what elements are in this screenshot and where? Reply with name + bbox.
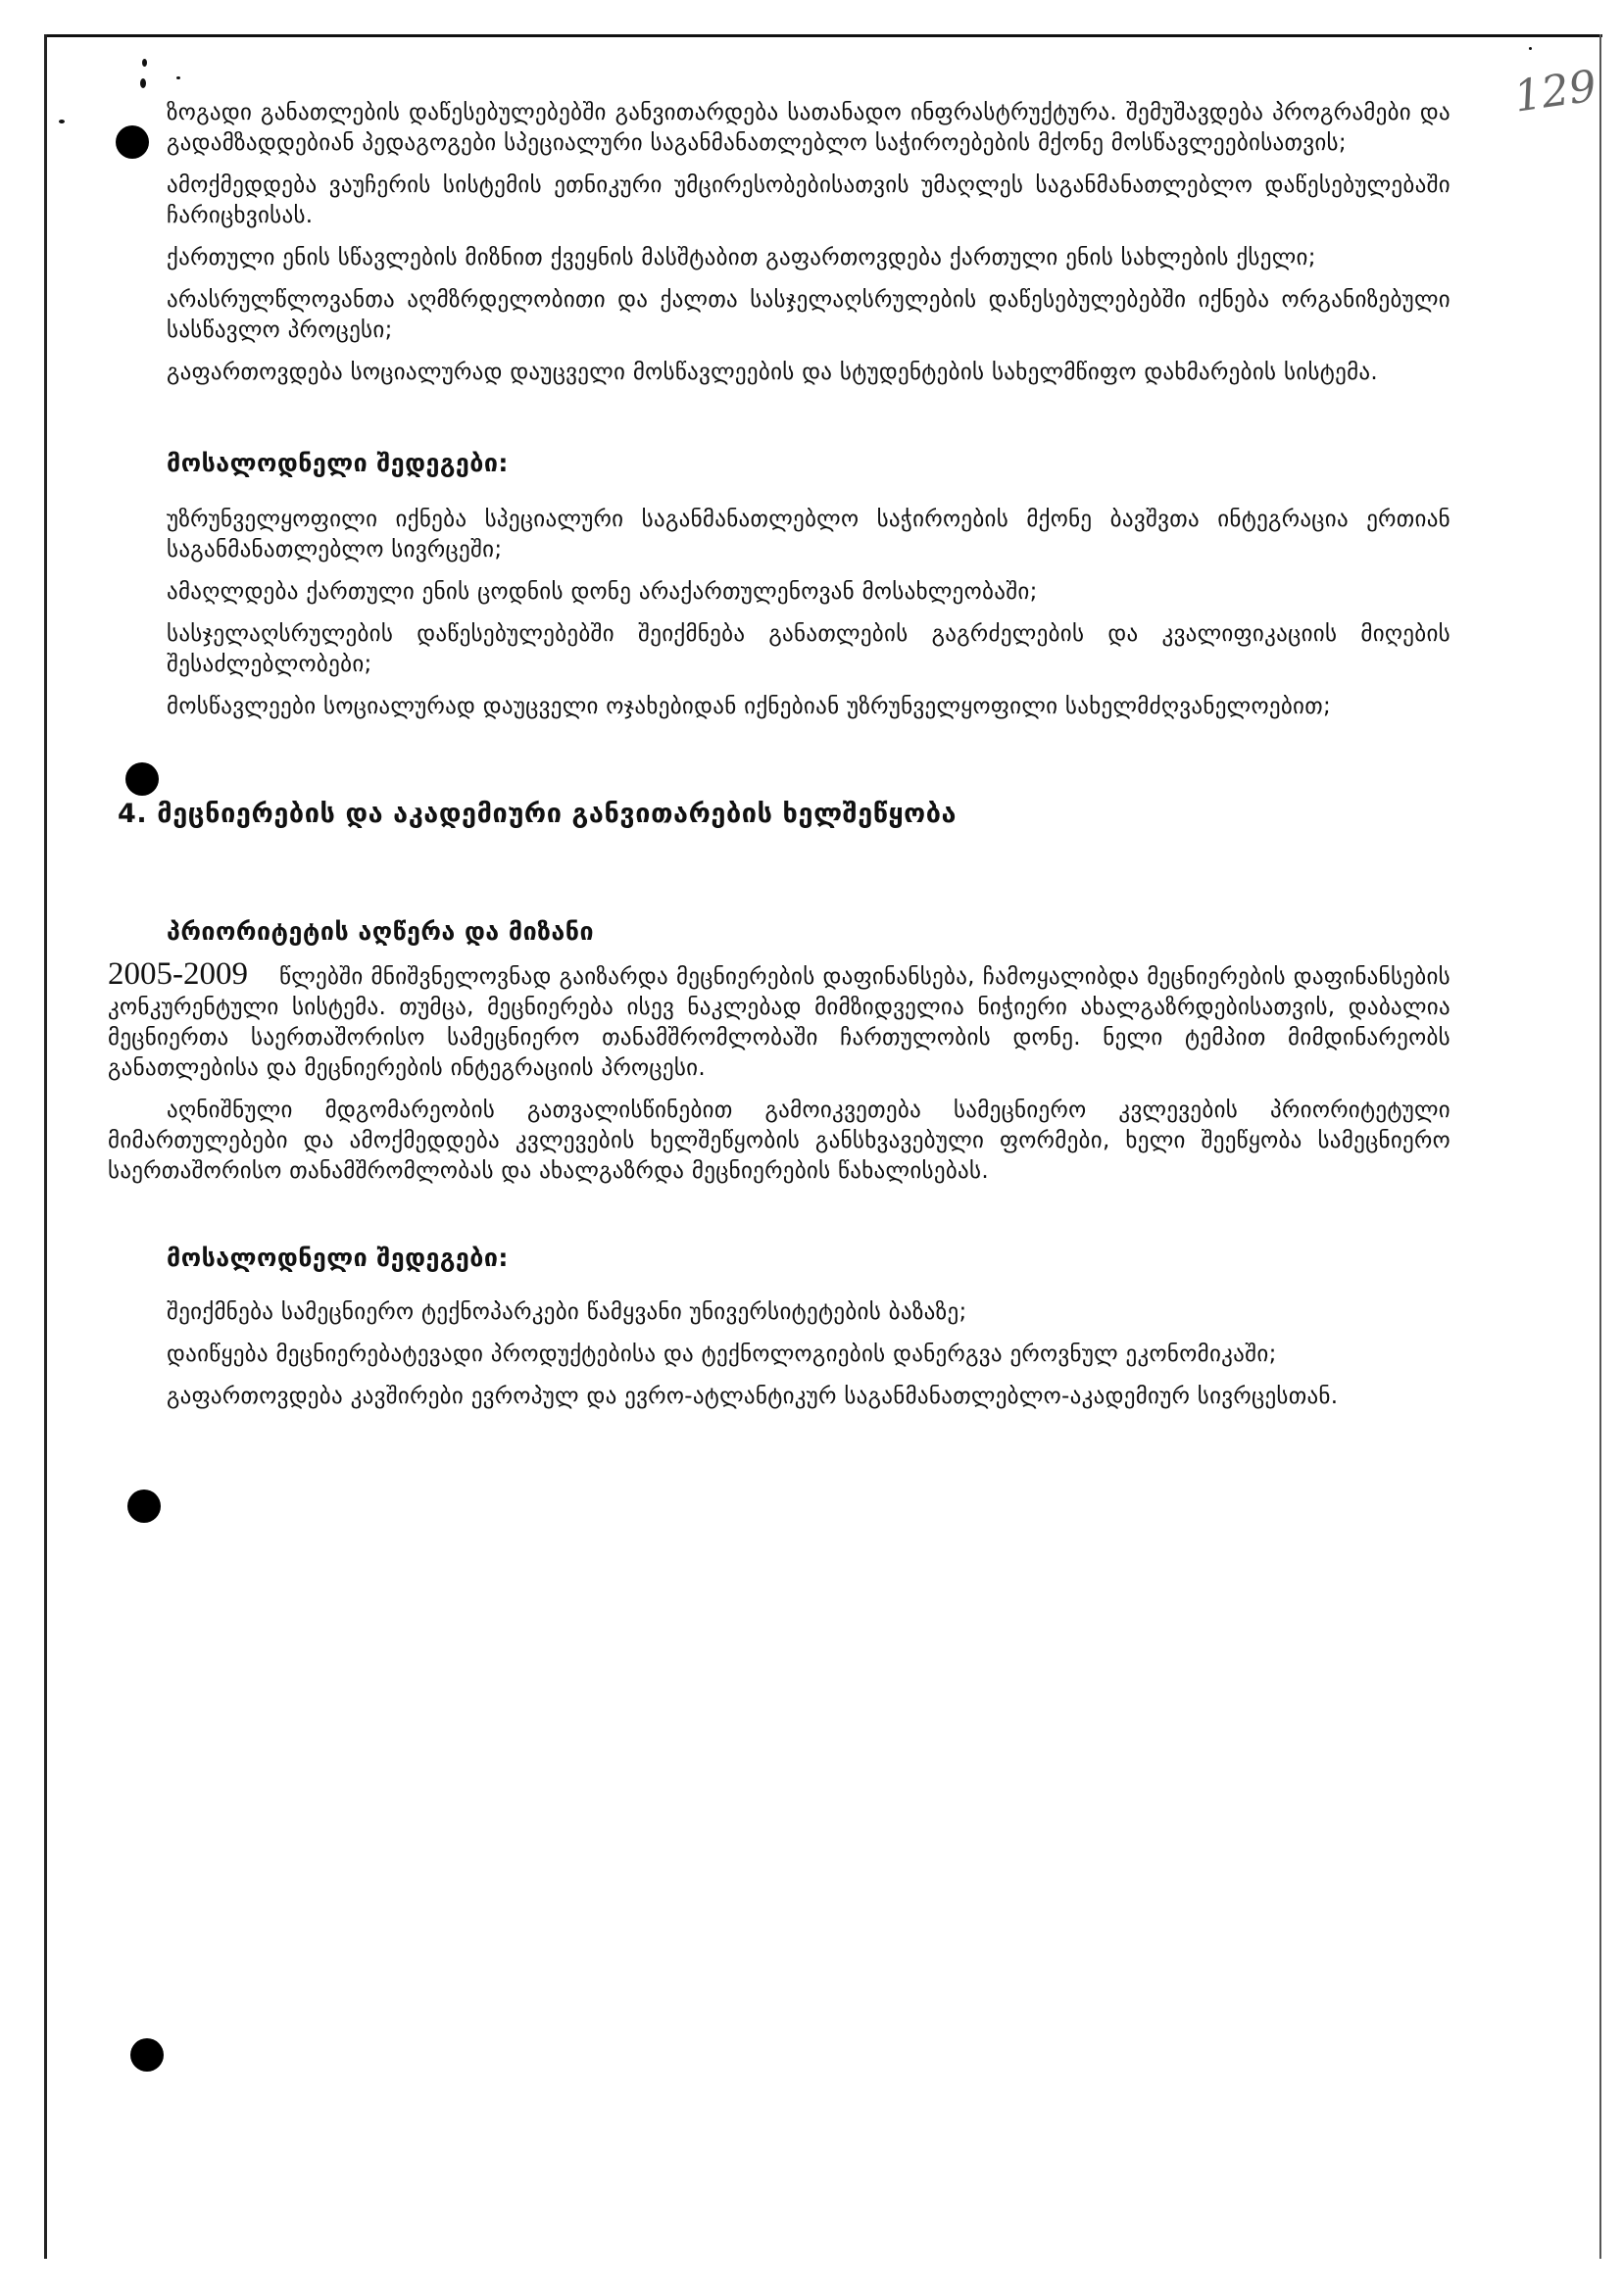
section-4-title: 4. მეცნიერების და აკადემიური განვითარების ხელშეწყობა [118, 799, 958, 829]
section4-results-list [167, 1297, 1450, 1412]
list-item: არასრულწლოვანთა აღმზრდელობითი და ქალთა სასჯელაღსრულების დაწესებულებებში იქნება ორგანიზებული სასწავლო პროცესი; [167, 287, 1450, 343]
page-border-left [44, 34, 47, 2259]
priority-paragraph-2: აღნიშნული მდგომარეობის გათვალისწინებით გამოიკვეთება სამეცნიერო კვლევების პრიორიტეტული მიმართულებები და ამოქმედდება კვლევების ხელშეწყობის განსხვავებული ფორმები, ხელი შეეწყობა სამეცნიერო საერთაშორისო თანამშრომლობას და ახალგაზრდა მეცნიერების წახალისებას. [108, 1098, 1450, 1184]
priority-paragraph-1 [108, 956, 1450, 1084]
scan-speck [176, 76, 180, 79]
expected-results-heading: მოსალოდნელი შედეგები: [167, 1244, 509, 1272]
section1-items-list [167, 98, 1450, 388]
document-body [108, 98, 1450, 1424]
list-item: გაფართოვდება კავშირები ევროპულ და ევრო-ატლანტიკურ საგანმანათლებლო-აკადემიურ სივრცესთან. [167, 1384, 1339, 1409]
scan-speck [140, 78, 146, 88]
priority-years: 2005-2009 [108, 956, 248, 992]
expected-results-heading: მოსალოდნელი შედეგები: [167, 449, 509, 477]
list-item: ქართული ენის სწავლების მიზნით ქვეყნის მასშტაბით გაფართოვდება ქართული ენის სახლების ქსელი; [167, 245, 1316, 270]
page-number: 129 [1510, 61, 1600, 122]
list-item: ამოქმედდება ვაუჩერის სისტემის ეთნიკური უმცირესობებისათვის უმაღლეს საგანმანათლებლო დაწესებულებაში ჩარიცხვისას. [167, 172, 1450, 228]
punch-hole [130, 2038, 164, 2072]
priority-heading: პრიორიტეტის აღწერა და მიზანი [167, 917, 595, 946]
list-item: გაფართოვდება სოციალურად დაუცველი მოსწავლეების და სტუდენტების სახელმწიფო დახმარების სისტემა. [167, 360, 1379, 385]
list-item: დაიწყება მეცნიერებატევადი პროდუქტებისა და ტექნოლოგიების დანერგვა ეროვნულ ეკონომიკაში; [167, 1342, 1277, 1367]
list-item: მოსწავლეები სოციალურად დაუცველი ოჯახებიდან იქნებიან უზრუნველყოფილი სახელმძღვანელოებით; [167, 694, 1331, 719]
list-item: ზოგადი განათლების დაწესებულებებში განვითარდება სათანადო ინფრასტრუქტურა. შემუშავდება პროგრამები და გადამზადდებიან პედაგოგები სპეციალური საგანმანათლებლო საჭიროებების მქონე მოსწავლეებისათვის; [167, 100, 1450, 156]
scan-speck [59, 120, 65, 123]
list-item: უზრუნველყოფილი იქნება სპეციალური საგანმანათლებლო საჭიროების მქონე ბავშვთა ინტეგრაცია ერთიან საგანმანათლებლო სივრცეში; [167, 507, 1450, 562]
section1-results-list [167, 505, 1450, 722]
punch-hole [116, 125, 149, 159]
list-item: ამაღლდება ქართული ენის ცოდნის დონე არაქართულენოვან მოსახლეობაში; [167, 579, 1038, 605]
punch-hole [125, 762, 159, 796]
list-item: შეიქმნება სამეცნიერო ტექნოპარკები წამყვანი უნივერსიტეტების ბაზაზე; [167, 1299, 967, 1325]
scan-speck [1529, 47, 1532, 50]
page-border-right [1599, 34, 1601, 2259]
scan-speck [142, 59, 147, 67]
page-border-top [44, 34, 1602, 37]
list-item: სასჯელაღსრულების დაწესებულებებში შეიქმნება განათლების გაგრძელების და კვალიფიკაციის მიღების შესაძლებლობები; [167, 621, 1450, 677]
priority-paragraph-1-text: წლებში მნიშვნელოვნად გაიზარდა მეცნიერების დაფინანსება, ჩამოყალიბდა მეცნიერების დაფინანსების კონკურენტული სისტემა. თუმცა, მეცნიერება ისევ ნაკლებად მიმზიდველია ნიჭიერი ახალგაზრდებისათვის, დაბალია მეცნიერთა საერთაშორისო სამეცნიერო თანამშრომლობაში ჩართულობის დონე. ნელი ტემპით მიმდინარეობს განათლებისა და მეცნიერების ინტეგრაციის პროცესი. [108, 964, 1450, 1081]
punch-hole [127, 1490, 161, 1523]
